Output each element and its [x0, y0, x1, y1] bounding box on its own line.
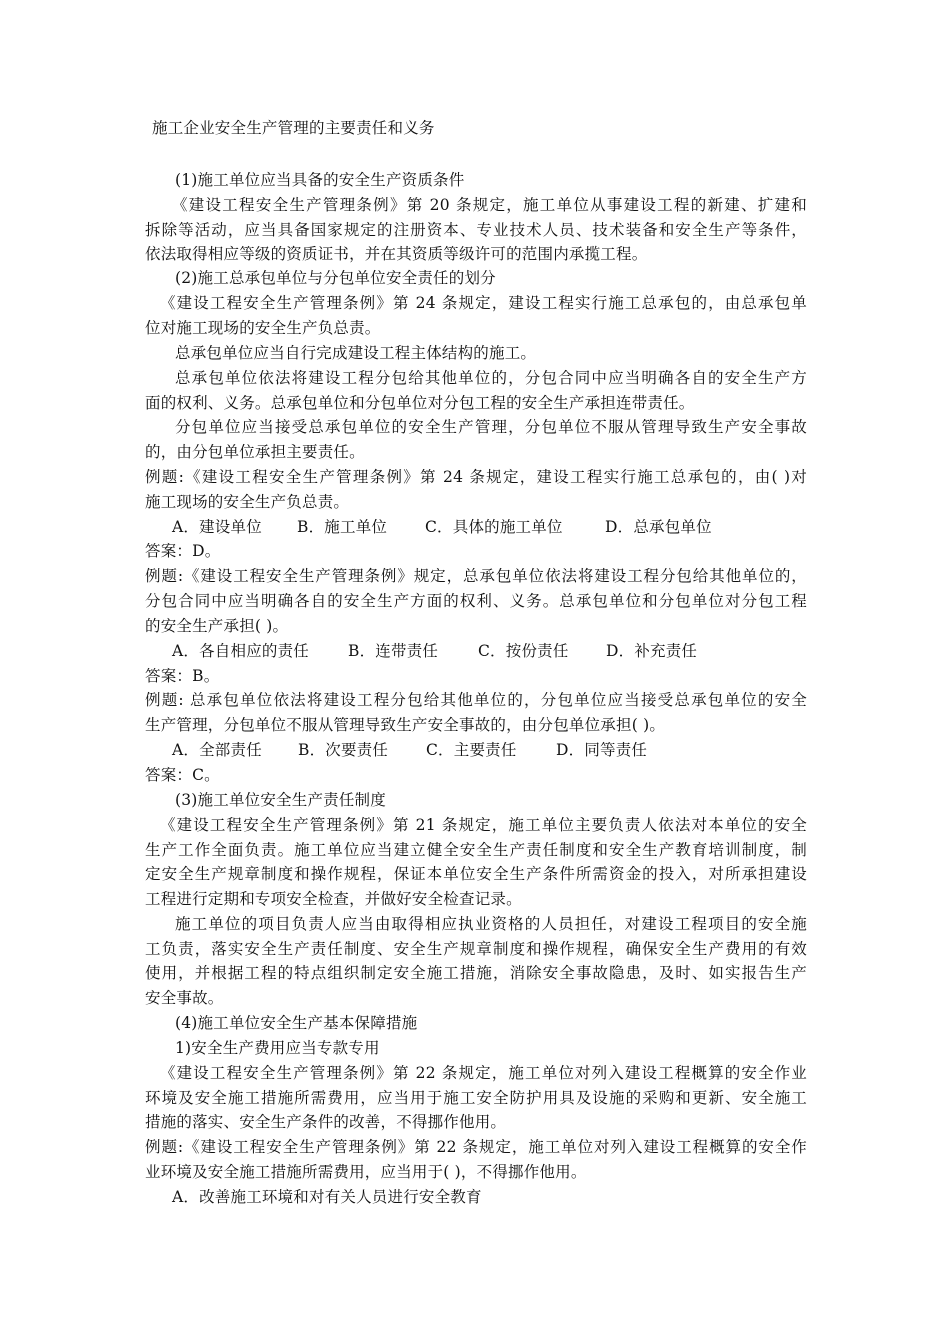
- answer-options: [172, 517, 712, 537]
- section-heading-3: (3)施工单位安全生产责任制度: [175, 791, 386, 809]
- paragraph-line: 安全事故。: [145, 989, 224, 1007]
- example-question: 例题:《建设工程安全生产管理条例》第 24 条规定，建设工程实行施工总承包的，由( )对: [145, 468, 807, 486]
- option-b: B．连带责任: [348, 642, 439, 660]
- option-a: A．各自相应的责任: [172, 642, 309, 660]
- paragraph-line: 定安全生产规章制度和操作规程，保证本单位安全生产条件所需资金的投入，对所承担建设: [145, 865, 807, 883]
- section-heading-2: (2)施工总承包单位与分包单位安全责任的划分: [175, 269, 496, 287]
- option-a: A．改善施工环境和对有关人员进行安全教育: [172, 1188, 482, 1206]
- option-d: D．总承包单位: [605, 518, 712, 536]
- paragraph-line: 面的权利、义务。总承包单位和分包单位对分包工程的安全生产承担连带责任。: [145, 394, 695, 412]
- paragraph-line: 工负责，落实安全生产责任制度、安全生产规章制度和操作规程，确保安全生产费用的有效: [145, 940, 807, 958]
- subsection-heading: 1)安全生产费用应当专款专用: [175, 1039, 380, 1057]
- option-d: D．同等责任: [556, 741, 648, 759]
- section-heading-1: (1)施工单位应当具备的安全生产资质条件: [175, 171, 465, 189]
- example-question: 例题:《建设工程安全生产管理条例》规定，总承包单位依法将建设工程分包给其他单位的，: [145, 567, 807, 585]
- option-b: B．施工单位: [297, 518, 388, 536]
- answer-options: [172, 740, 647, 760]
- answer: 答案：B。: [145, 667, 220, 685]
- paragraph-line: 措施的落实、安全生产条件的改善，不得挪作他用。: [145, 1113, 507, 1131]
- paragraph-line: 工程进行定期和专项安全检查，并做好安全检查记录。: [145, 890, 522, 908]
- paragraph-line: 的，由分包单位承担主要责任。: [145, 443, 365, 461]
- option-c: C．具体的施工单位: [425, 518, 563, 536]
- example-question: 业环境及安全施工措施所需费用，应当用于( )，不得挪作他用。: [145, 1163, 587, 1181]
- option-c: C．按份责任: [478, 642, 569, 660]
- example-question: 生产管理，分包单位不服从管理导致生产安全事故的，由分包单位承担( )。: [145, 716, 666, 734]
- example-question: 例题: 总承包单位依法将建设工程分包给其他单位的，分包单位应当接受总承包单位的安全: [145, 691, 807, 709]
- paragraph-line: 使用，并根据工程的特点组织制定安全施工措施，消除安全事故隐患，及时、如实报告生产: [145, 964, 807, 982]
- example-question: 分包合同中应当明确各自的安全生产方面的权利、义务。总承包单位和分包单位对分包工程: [145, 592, 807, 610]
- paragraph-line: 《建设工程安全生产管理条例》第 22 条规定，施工单位对列入建设工程概算的安全作业: [160, 1064, 807, 1082]
- example-question: 例题:《建设工程安全生产管理条例》第 22 条规定，施工单位对列入建设工程概算的安全作: [145, 1138, 807, 1156]
- document-title: 施工企业安全生产管理的主要责任和义务: [152, 119, 435, 137]
- section-heading-4: (4)施工单位安全生产基本保障措施: [175, 1014, 418, 1032]
- paragraph-line: 拆除等活动，应当具备国家规定的注册资本、专业技术人员、技术装备和安全生产等条件，: [145, 221, 807, 239]
- example-question: 的安全生产承担( )。: [145, 617, 289, 635]
- paragraph-line: 环境及安全施工措施所需费用，应当用于施工安全防护用具及设施的采购和更新、安全施工: [145, 1089, 807, 1107]
- option-a: A．全部责任: [172, 741, 262, 759]
- paragraph-line: 施工单位的项目负责人应当由取得相应执业资格的人员担任，对建设工程项目的安全施: [175, 915, 807, 933]
- paragraph-line: 总承包单位依法将建设工程分包给其他单位的，分包合同中应当明确各自的安全生产方: [175, 369, 807, 387]
- paragraph-line: 依法取得相应等级的资质证书，并在其资质等级许可的范围内承揽工程。: [145, 245, 648, 263]
- paragraph-line: 《建设工程安全生产管理条例》第 24 条规定，建设工程实行施工总承包的，由总承包单: [160, 294, 807, 312]
- paragraph-line: 位对施工现场的安全生产负总责。: [145, 319, 381, 337]
- paragraph-line: 《建设工程安全生产管理条例》第 21 条规定，施工单位主要负责人依法对本单位的安全: [160, 816, 807, 834]
- example-question: 施工现场的安全生产负总责。: [145, 493, 350, 511]
- paragraph-line: 总承包单位应当自行完成建设工程主体结构的施工。: [175, 344, 537, 362]
- option-a: A．建设单位: [172, 518, 262, 536]
- answer: 答案：D。: [145, 542, 221, 560]
- paragraph-line: 《建设工程安全生产管理条例》第 20 条规定，施工单位从事建设工程的新建、扩建和: [172, 196, 807, 214]
- option-d: D．补充责任: [606, 642, 698, 660]
- answer-options: [172, 641, 697, 661]
- option-c: C．主要责任: [426, 741, 517, 759]
- paragraph-line: 分包单位应当接受总承包单位的安全生产管理，分包单位不服从管理导致生产安全事故: [175, 418, 807, 436]
- answer: 答案：C。: [145, 766, 220, 784]
- option-b: B．次要责任: [298, 741, 389, 759]
- paragraph-line: 生产工作全面负责。施工单位应当建立健全安全生产责任制度和安全生产教育培训制度，制: [145, 841, 807, 859]
